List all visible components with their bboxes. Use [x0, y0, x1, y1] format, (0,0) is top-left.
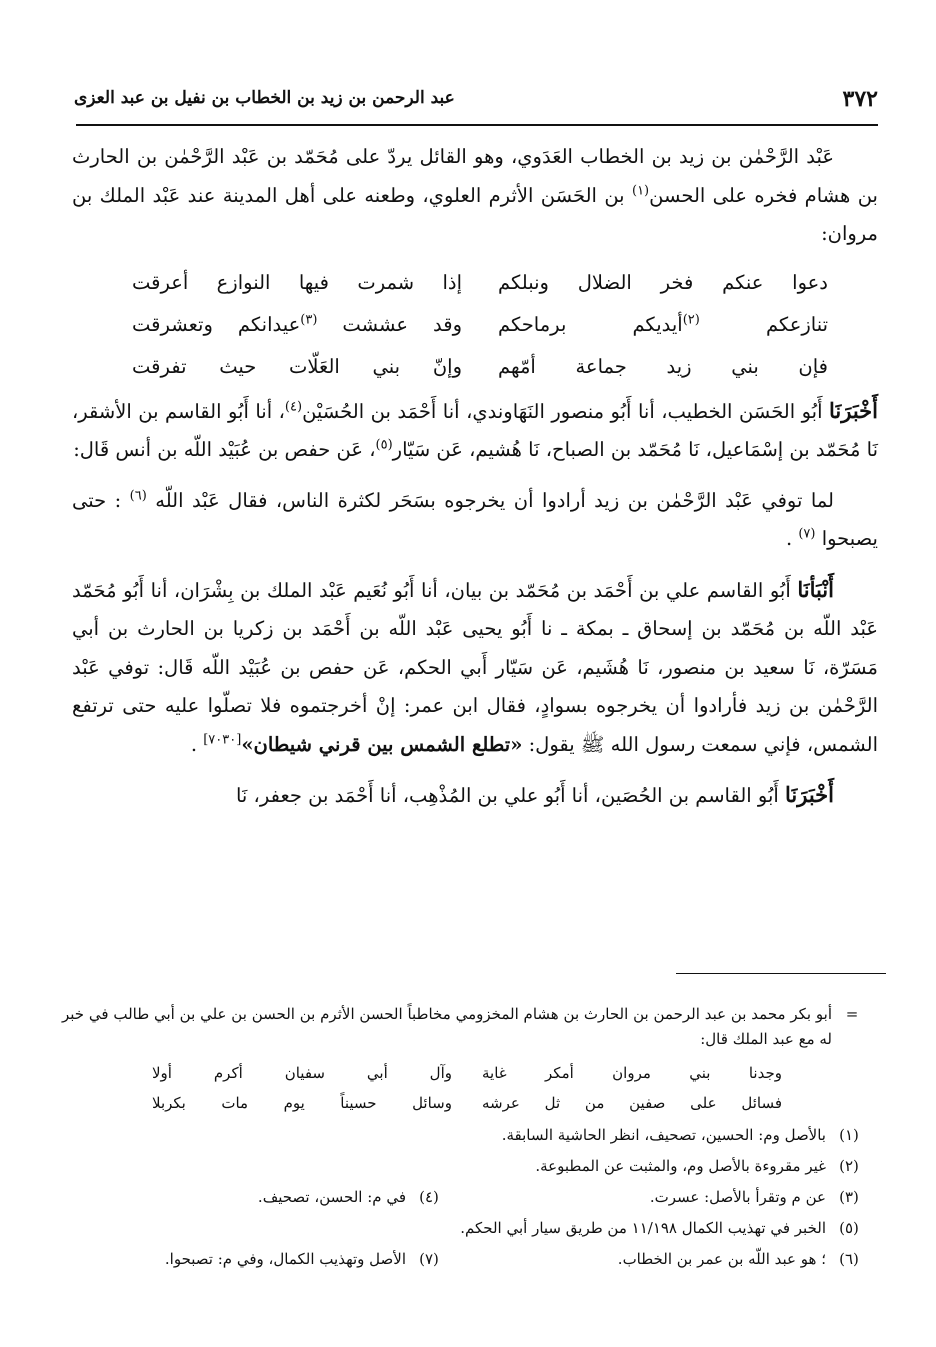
text-run: ، أنا أَبُو القاسم بن الأشقر، نَا مُحَمّد بن إسْمَاعيل، نَا مُحَمّد بن الصباح، نَا هُشيم، عَن سَيّار: [72, 399, 878, 461]
poem-verse: [72, 346, 878, 388]
text-run: فإن بني زيد جماعة أمّهم: [498, 354, 828, 378]
text-run: لما توفي عَبْد الرَّحْمٰن بن زيد أرادوا أن يخرجوه بسَحَر لكثرة الناس، فقال عَبْد اللّه: [155, 488, 834, 512]
footnote-text: غير مقروءة بالأصل وم، والمثبت عن المطبوعة.: [535, 1157, 826, 1175]
verse-second-hemistich: [132, 262, 462, 304]
footnote-item-pair: [62, 1244, 872, 1275]
verse-first-hemistich: فسائل على صفين من ثل عرشه: [482, 1094, 782, 1112]
text-run: .: [785, 527, 793, 550]
hadith-quote: «تطلع الشمس بين قرني شيطان»: [241, 732, 523, 756]
footnote-text: أبو بكر محمد بن عبد الرحمن بن الحارث بن هشام المخزومي مخاطباً الحسن الأثرم بن الحسن بن علي بن أبي طالب في خبر له مع عبد الملك قال:: [62, 1005, 832, 1048]
footnote-item-pair: [62, 1182, 872, 1213]
footnote-item: [62, 1213, 872, 1244]
footnote-number: (٣): [839, 1188, 859, 1206]
footnote-number: (٧): [419, 1250, 439, 1268]
footnote-item: [452, 1244, 872, 1275]
footnote-text: بالأصل وم: الحسين، تصحيف، انظر الحاشية السابقة.: [501, 1126, 826, 1144]
verse-first-hemistich: [498, 346, 828, 388]
transmission-keyword: أَخْبَرَنَا: [829, 397, 878, 423]
footnote-text: هو عبد اللّه بن عمر بن الخطاب.: [617, 1250, 817, 1268]
poem-verse: [72, 304, 878, 346]
footnote-number: (٦): [839, 1250, 859, 1268]
poem-verse: [72, 262, 878, 304]
text-run: أَبُو الحَسَن الخطيب، أنا أَبُو منصور النَهَاوندي، أنا أَحْمَد بن الحُسَيْن: [302, 399, 830, 423]
hadith-number: [٧٠٣٠]: [203, 732, 242, 747]
footnote-number: (٥): [839, 1219, 859, 1237]
footnote-item: [452, 1182, 872, 1213]
text-run: تنازعكم: [765, 312, 829, 336]
continuation-mark: =: [845, 1005, 859, 1023]
footnote-text: في م: الحسن، تصحيف.: [257, 1188, 406, 1206]
footnote-item: [165, 1244, 452, 1275]
paragraph-isnad-1: [72, 392, 878, 470]
footnote-ref: (٣): [300, 312, 318, 327]
footnote-number: (٢): [839, 1157, 859, 1175]
footnote-number: (١): [839, 1126, 859, 1144]
running-header: [74, 84, 878, 120]
running-title: عبد الرحمن بن زيد بن الخطاب بن نفيل بن عبد العزى: [74, 88, 455, 108]
poem: [72, 262, 878, 388]
text-run: عَبْد الرَّحْمٰن بن زيد بن الخطاب العَدَوي، وهو القائل يردّ على مُحَمّد بن عَبْد الرَّحْمٰن بن الحارث بن هشام فخره على الحسن: [72, 145, 878, 207]
paragraph-intro: [72, 138, 878, 254]
page-number: ٣٧٢: [842, 86, 878, 112]
footnote-ref: (٥): [375, 437, 393, 453]
verse-first-hemistich: [498, 304, 828, 346]
poem-verse: [62, 1058, 872, 1088]
text-run: وإنّ بني العَلّات حيث تفرقت: [132, 354, 462, 378]
footnote-text: عن م وتقرأ بالأصل: عسرت.: [649, 1188, 826, 1206]
footnote-ref: (٦): [129, 488, 147, 503]
footnote-rule: [676, 973, 886, 974]
footnote-ref: (١): [631, 183, 650, 198]
poem-verse: [62, 1088, 872, 1118]
text-run: أَبُو القاسم علي بن أَحْمَد بن مُحَمّد بن بيان، أنا أَبُو نُعَيم عَبْد الملك بن بِشْرَان، أنا أَبُو مُحَمّد عَبْد اللّه بن مُحَمّد بن إسحاق ـ بمكة ـ نا أَبُو يحيى عَبْد اللّه بن أَحْمَد بن زكريا بن الحارث بن أبي مَسَرّة، نَا سعيد بن منصور، نَا هُشَيم، عَن سَيّار أَبي الحكم، عَن حفص بن عُبَيْد اللّه قَال: توفي عَبْد الرَّحْمٰن بن زيد فأرادوا أن يخرجوه بسوادٍ، فقال ابن عمر: إنْ أخرجتموه فلا تصلّوا عليه حتى ترتفع الشمس، فإني سمعت رسول الله ﷺ يقول:: [72, 578, 878, 756]
text-run: بن الحَسَن الأثرم العلوي، وطعنه على أهل المدينة عند عَبْد الملك بن مروان:: [72, 183, 878, 245]
main-text: [72, 138, 878, 816]
text-run: ، عَن حفص بن عُبَيْد اللّه بن أنس قَال:: [73, 438, 376, 461]
transmission-keyword: أَخْبَرَنَا: [785, 782, 834, 807]
verse-first-hemistich: [498, 262, 828, 304]
verse-second-hemistich: وسائل حسيناً يوم مات بكربلا: [152, 1094, 452, 1112]
verse-first-hemistich: وجدنا بني مروان أمكر غاية: [482, 1064, 782, 1082]
footnote-ref: (٢): [682, 312, 700, 327]
paragraph-isnad-2: [72, 571, 878, 765]
verse-second-hemistich: وآل أبي سفيان أكرم أولا: [152, 1064, 452, 1082]
text-run: : حتى يصبحوا: [72, 488, 878, 550]
verse-second-hemistich: [132, 304, 462, 346]
text-run: دعوا عنكم فخر الضلال ونبلكم: [498, 270, 828, 294]
text-run: إذا شمرت فيها النوازع أعرقت: [132, 270, 462, 294]
footnote-text: الأصل وتهذيب الكمال، وفي م: تصبحوا.: [164, 1250, 406, 1268]
paragraph-report-1: [72, 482, 878, 559]
footnote-item: [258, 1182, 452, 1213]
text-run: .: [190, 732, 198, 756]
footnote-text: الخبر في تهذيب الكمال ١١/١٩٨ من طريق سيار أبي الحكم.: [460, 1219, 826, 1237]
footnote-ref: (٤): [284, 399, 303, 414]
footnote-item: [62, 1151, 872, 1182]
footnote-continuation: [62, 1002, 872, 1052]
footnote-ref: (٧): [798, 526, 816, 542]
text-run: وقد عششت: [342, 312, 462, 336]
text-run: أَبُو القاسم بن الحُصَين، أنا أَبُو علي بن المُذْهِب، أنا أَحْمَد بن جعفر، نَا: [235, 784, 786, 807]
text-run: عيدانكم وتعشرقت: [132, 312, 301, 336]
footnote-item: [62, 1120, 872, 1151]
footnote-number: (٤): [419, 1188, 439, 1206]
footnote-mark: ؛: [821, 1250, 826, 1268]
verse-second-hemistich: [132, 346, 462, 388]
header-rule: [76, 124, 878, 126]
footnote-poem: [62, 1058, 872, 1118]
transmission-keyword: أَنْبَأنَا: [797, 576, 834, 602]
paragraph-isnad-3: [72, 776, 878, 816]
text-run: أيديكم برماحكم: [498, 312, 683, 336]
footnotes: [62, 1002, 872, 1275]
